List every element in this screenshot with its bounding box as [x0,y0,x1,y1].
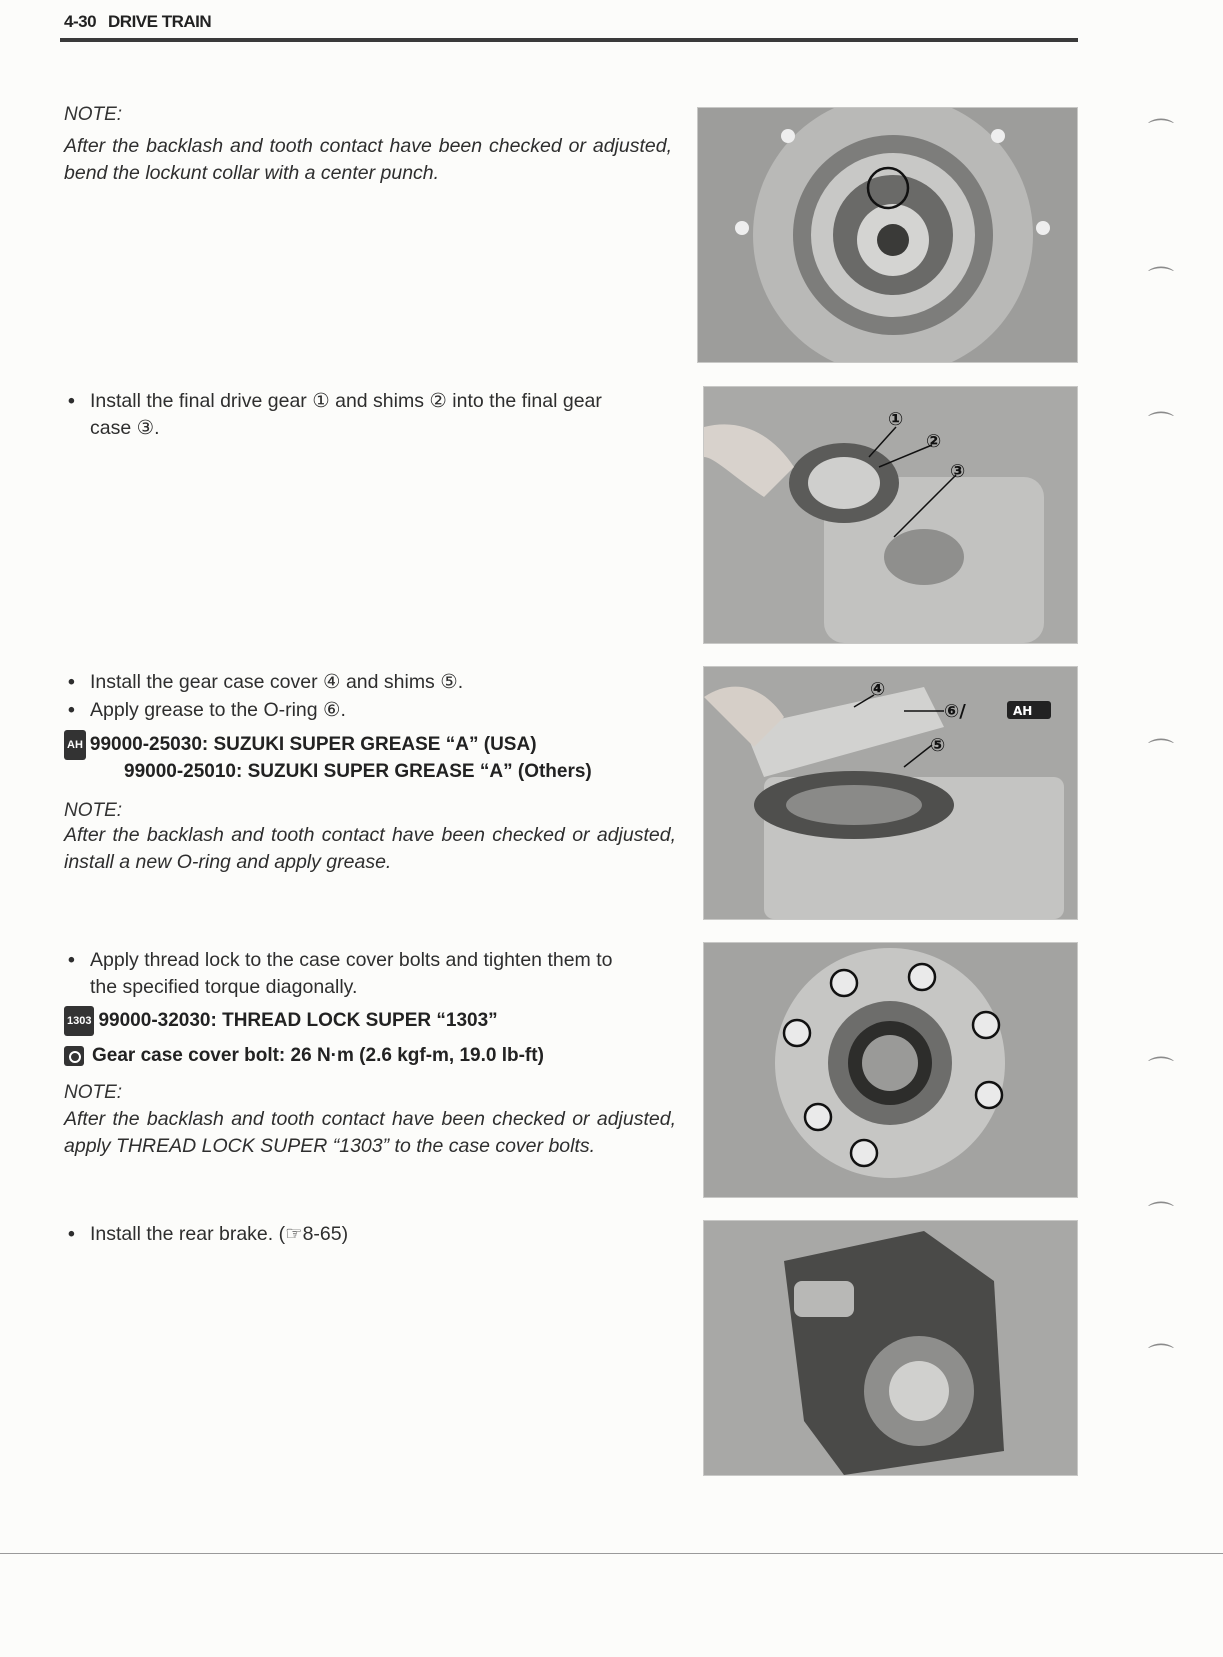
margin-mark: ⌒ [1148,1055,1175,1085]
margin-mark: ⌒ [1148,265,1175,295]
margin-mark: ⌒ [1148,410,1175,440]
photo-final-drive-gear [703,386,1078,644]
photo-gear-case-cover [703,666,1078,920]
photo-lockunt-collar [697,107,1078,363]
callout-2: ② [926,431,942,452]
threadlock-spec [64,1006,498,1036]
bullet-text: Install the gear case cover ④ and shims ⑤. [90,671,464,693]
bullet-dot: • [68,1223,75,1245]
note-label-4: NOTE: [64,1082,123,1103]
photo-case-cover-bolts [703,942,1078,1198]
bullet-text-cont: case ③. [90,417,160,439]
callout-4: ④ [870,679,886,700]
bullet-text: Apply thread lock to the case cover bolts and tighten them to [90,949,613,971]
bullet-dot: • [68,671,75,693]
page-header [64,12,211,32]
grease-icon: AH [64,730,86,760]
bullet-text: Install the rear brake. (☞8-65) [90,1223,349,1245]
photo-lockunt-collar-drawing [698,108,1077,362]
note-label-1: NOTE: [64,104,123,125]
section-title: DRIVE TRAIN [108,12,212,31]
note-text-4: After the backlash and tooth contact have been checked or adjusted, apply THREAD LOCK SUPER “1303” to the case cover bolts. [64,1108,676,1157]
bullet-dot: • [68,390,75,412]
threadlock-icon: 1303 [64,1006,94,1036]
photo-gear-case-cover-drawing [704,667,1077,919]
bullet-install-final-drive-gear [68,388,688,442]
photo-rear-brake [703,1220,1078,1476]
margin-mark: ⌒ [1148,117,1175,147]
photo-case-cover-bolts-drawing [704,943,1077,1197]
bullet-dot: • [68,699,75,721]
header-rule [60,38,1078,42]
bullet-text-cont: the specified torque diagonally. [90,976,358,998]
bullet-apply-thread-lock [68,947,688,1001]
grease-spec-others: 99000-25010: SUZUKI SUPER GREASE “A” (Others) [124,761,592,782]
photo-final-drive-gear-drawing [704,387,1077,643]
bullet-text: Install the final drive gear ① and shims ② into the final gear [90,390,602,412]
margin-mark: ⌒ [1148,737,1175,767]
grease-spec-text: 99000-25030: SUZUKI SUPER GREASE “A” (USA) [89,734,537,756]
bullet-apply-grease [68,697,688,724]
photo-rear-brake-drawing [704,1221,1077,1475]
bullet-install-rear-brake [68,1221,688,1248]
callout-3: ③ [950,461,966,482]
page-number: 4-30 [64,12,97,31]
grease-icon-label: AH [1013,704,1033,718]
margin-mark: ⌒ [1148,1200,1175,1230]
torque-spec [64,1042,544,1070]
note-text-3: After the backlash and tooth contact have been checked or adjusted, install a new O-ring and apply grease. [64,824,676,873]
margin-mark: ⌒ [1148,1342,1175,1372]
callout-5: ⑤ [930,735,946,756]
bottom-rule [0,1553,1223,1554]
grease-spec-usa [64,730,537,760]
bullet-text: Apply grease to the O-ring ⑥. [90,699,346,721]
bullet-dot: • [68,949,75,971]
note-label-3: NOTE: [64,800,123,821]
torque-wrench-icon [64,1046,84,1066]
torque-spec-text: Gear case cover bolt: 26 N·m (2.6 kgf-m, 19.0 lb-ft) [92,1045,544,1066]
callout-6: ⑥/ [944,701,966,722]
callout-1: ① [888,409,904,430]
threadlock-spec-text: 99000-32030: THREAD LOCK SUPER “1303” [98,1010,498,1032]
note-text-1: After the backlash and tooth contact have been checked or adjusted, bend the lockunt collar with a center punch. [64,135,672,184]
bullet-install-gear-case-cover [68,669,688,696]
